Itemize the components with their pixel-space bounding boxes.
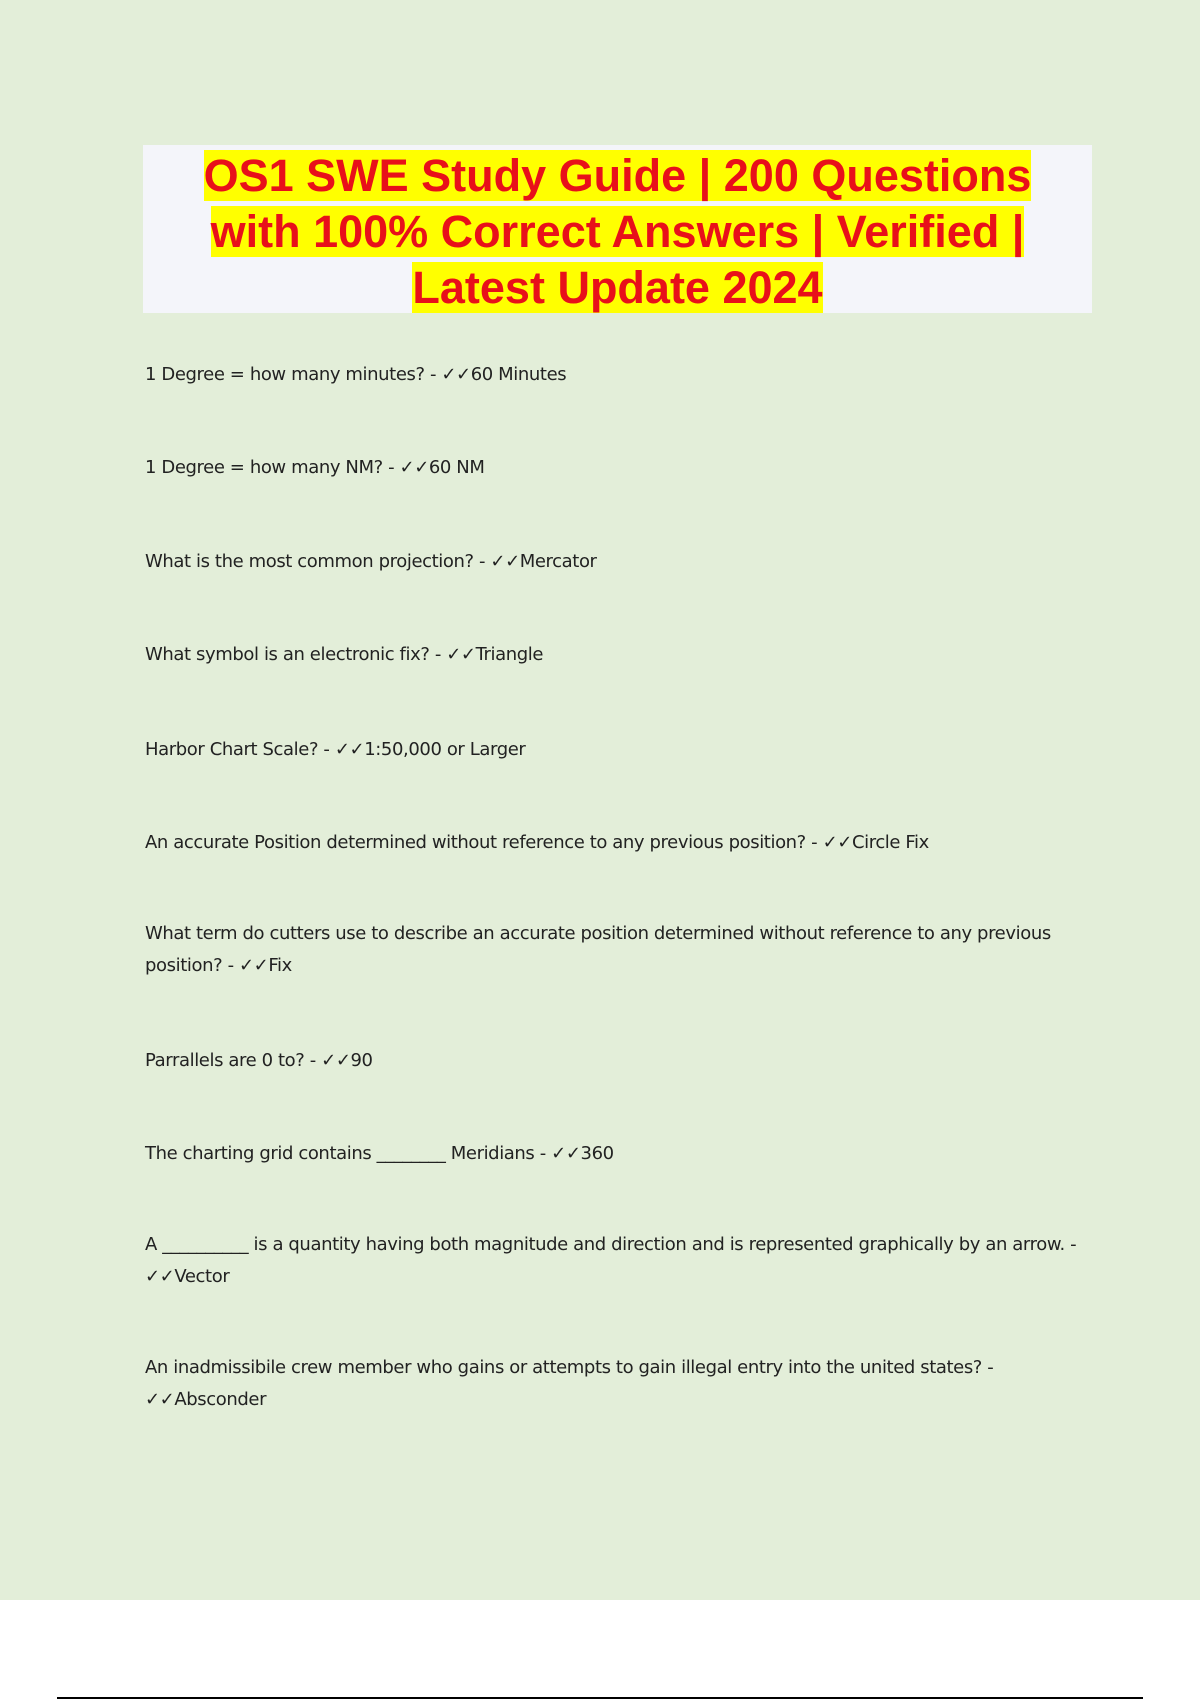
title-box <box>143 145 1092 313</box>
question-item: A __________ is a quantity having both magnitude and direction and is represented graphically by an arrow. - ✓✓Vector <box>145 1234 1077 1287</box>
question-item: What is the most common projection? - ✓✓Mercator <box>145 551 597 572</box>
title-line-2: with 100% Correct Answers | Verified | <box>210 206 1025 257</box>
question-item: Harbor Chart Scale? - ✓✓1:50,000 or Larger <box>145 739 526 760</box>
question-item: 1 Degree = how many minutes? - ✓✓60 Minutes <box>145 364 567 385</box>
question-item: Parrallels are 0 to? - ✓✓90 <box>145 1050 373 1071</box>
document-title <box>143 145 1092 316</box>
title-line-1: OS1 SWE Study Guide | 200 Questions <box>203 150 1032 201</box>
title-line-3: Latest Update 2024 <box>412 262 823 313</box>
question-item: An accurate Position determined without reference to any previous position? - ✓✓Circle Fix <box>145 832 929 853</box>
question-item: An inadmissibile crew member who gains or attempts to gain illegal entry into the united states? - ✓✓Absconder <box>145 1357 994 1410</box>
question-item: The charting grid contains ________ Meridians - ✓✓360 <box>145 1143 614 1164</box>
footer-divider <box>57 1697 1143 1699</box>
question-item: What term do cutters use to describe an accurate position determined without reference to any previous position? - ✓✓Fix <box>145 923 1051 976</box>
question-item: What symbol is an electronic fix? - ✓✓Triangle <box>145 644 544 665</box>
question-item: 1 Degree = how many NM? - ✓✓60 NM <box>145 457 485 478</box>
